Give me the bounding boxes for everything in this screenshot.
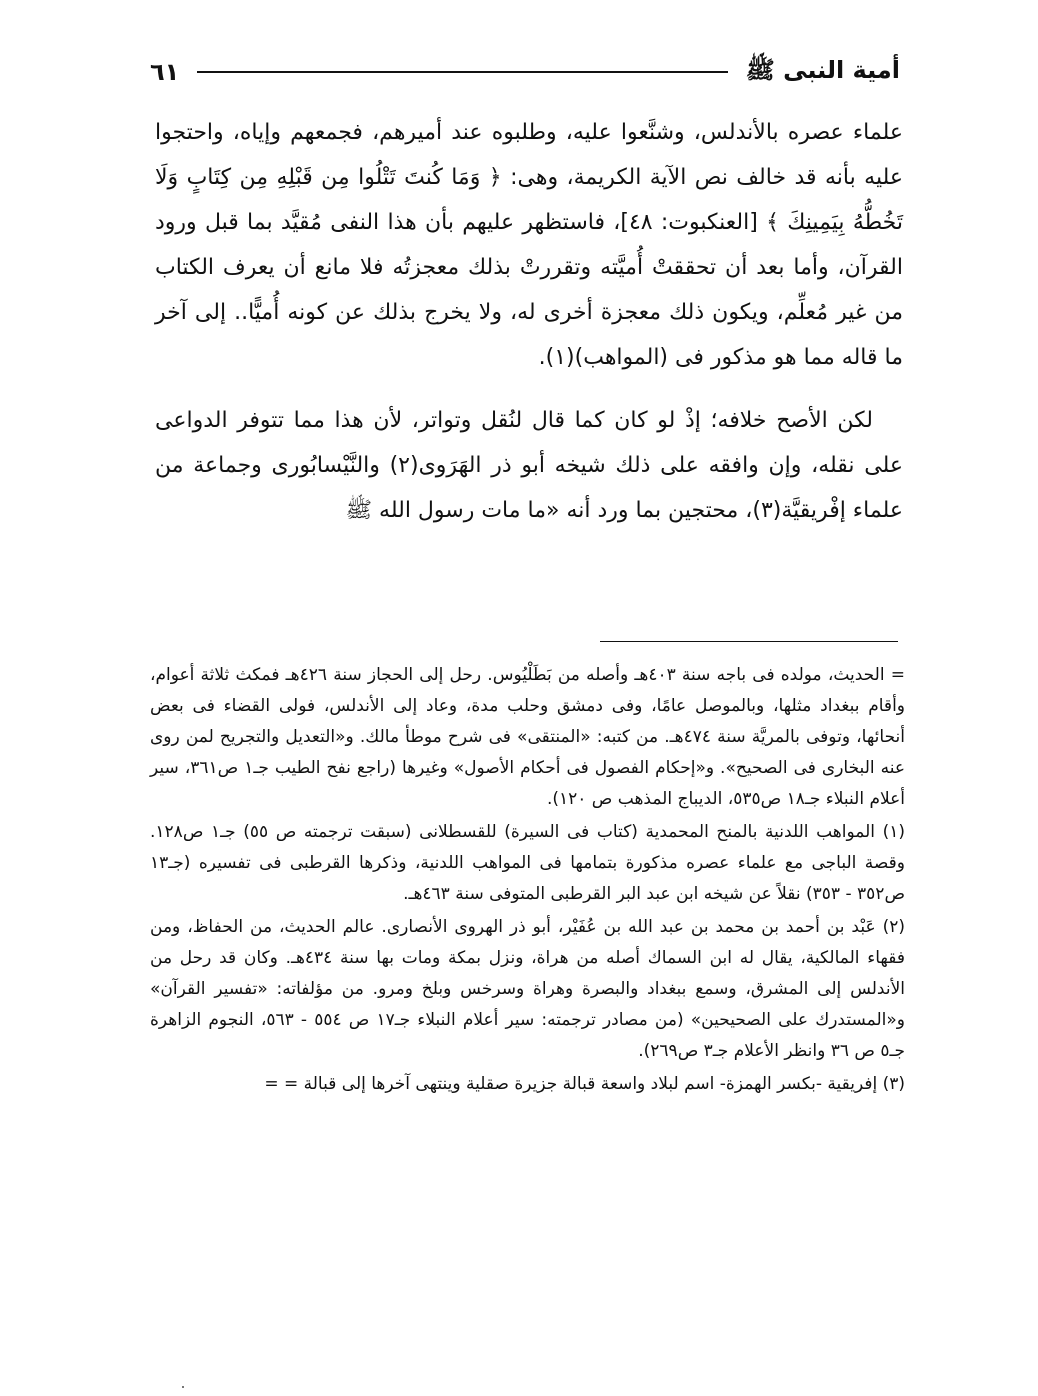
- scan-speck: [182, 1386, 184, 1388]
- footnote-divider: [600, 641, 898, 642]
- header-rule: [197, 71, 727, 73]
- footnote-1: (١) المواهب اللدنية بالمنح المحمدية (كتاب فى السيرة) للقسطلانى (سبقت ترجمته ص ٥٥) جـ١ ص١٢٨. وقصة الباجى مع علماء عصره مذكورة بتمامها فى المواهب اللدنية، وذكرها القرطبى فى تفسيره (جـ١٣ ص٣٥٢ - ٣٥٣) نقلاً عن شيخه ابن عبد البر القرطبى المتوفى سنة ٤٦٣هـ.: [150, 822, 906, 904]
- page-header: [150, 52, 900, 92]
- body-paragraph: لكن الأصح خلافه؛ إذْ لو كان كما قال لنُقل وتواتر، لأن هذا مما تتوفر الدواعى على نقله، وإن وافقه على ذلك شيخه أبو ذر الهَرَوى(٢) والنَّيْسابُورى وجماعة من علماء إفْريقيَّة(٣)، محتجين بما ورد أنه «ما مات رسول الله ﷺ: [155, 408, 903, 523]
- footnote-continued: = الحديث، مولده فى باجه سنة ٤٠٣هـ وأصله من بَطَلْيُوس. رحل إلى الحجاز سنة ٤٢٦هـ فمكث ثلاثة أعوام، وأقام ببغداد مثلها، وبالموصل عامًا، وفى دمشق وحلب مدة، وعاد إلى الأندلس، فولى القضاء فى بعض أنحائها، وتوفى بالمريَّة سنة ٤٧٤هـ. من كتبه: «المنتقى» فى شرح موطأ مالك. و«التعديل والتجريح لمن روى عنه البخارى فى الصحيح». و«إحكام الفصول فى أحكام الأصول» وغيرها (راجع نفح الطيب جـ١ ص٣٦١، سير أعلام النبلاء جـ١٨ ص٥٣٥، الديباج المذهب ص ١٢٠).: [150, 665, 906, 809]
- footnote-2: (٢) عَبْد بن أحمد بن محمد بن عبد الله بن عُفَيْر، أبو ذر الهروى الأنصارى. عالم الحديث، من الحفاظ، ومن فقهاء المالكية، يقال له ابن السماك أصله من هراة، ونزل بمكة ومات بها سنة ٤٣٤هـ. وكان قد رحل من الأندلس إلى المشرق، وسمع ببغداد والبصرة وهراة وسرخس وبلخ ومرو. من مؤلفاته: «تفسير القرآن» و«المستدرك على الصحيحين» (من مصادر ترجمته: سير أعلام النبلاء جـ١٧ ص ٥٥٤ - ٥٦٣، النجوم الزاهرة جـ٥ ص ٣٦ وانظر الأعلام جـ٣ ص٢٦٩).: [150, 917, 905, 1061]
- body-paragraph: علماء عصره بالأندلس، وشنَّعوا عليه، وطلبوه عند أميرهم، فجمعهم وإياه، واحتجوا عليه بأنه قد خالف نص الآية الكريمة، وهى: ﴿ وَمَا كُنتَ تَتْلُوا مِن قَبْلِهِ مِن كِتَابٍ وَلَا تَخُطُّهُ بِيَمِينِكَ ﴾ [العنكبوت: ٤٨]، فاستظهر عليهم بأن هذا النفى مُقيَّد بما قبل ورود القرآن، وأما بعد أن تحققتْ أُميَّته وتقررتْ بذلك معجزتُه فلا مانع أن يعرف الكتاب من غير مُعلِّم، ويكون ذلك معجزة أخرى له، ولا يخرج بذلك عن كونه أُميًّا.. إلى آخر ما قاله مما هو مذكور فى (المواهب)(١).: [155, 120, 903, 370]
- footnotes: [150, 660, 905, 1102]
- page-number: ٦١: [150, 58, 180, 86]
- running-title: أمية النبى ﷺ: [745, 55, 900, 84]
- main-text: [155, 110, 903, 533]
- footnote-3: (٣) إفريقية -بكسر الهمزة- اسم لبلاد واسعة قبالة جزيرة صقلية وينتهى آخرها إلى قبالة = =: [264, 1074, 905, 1094]
